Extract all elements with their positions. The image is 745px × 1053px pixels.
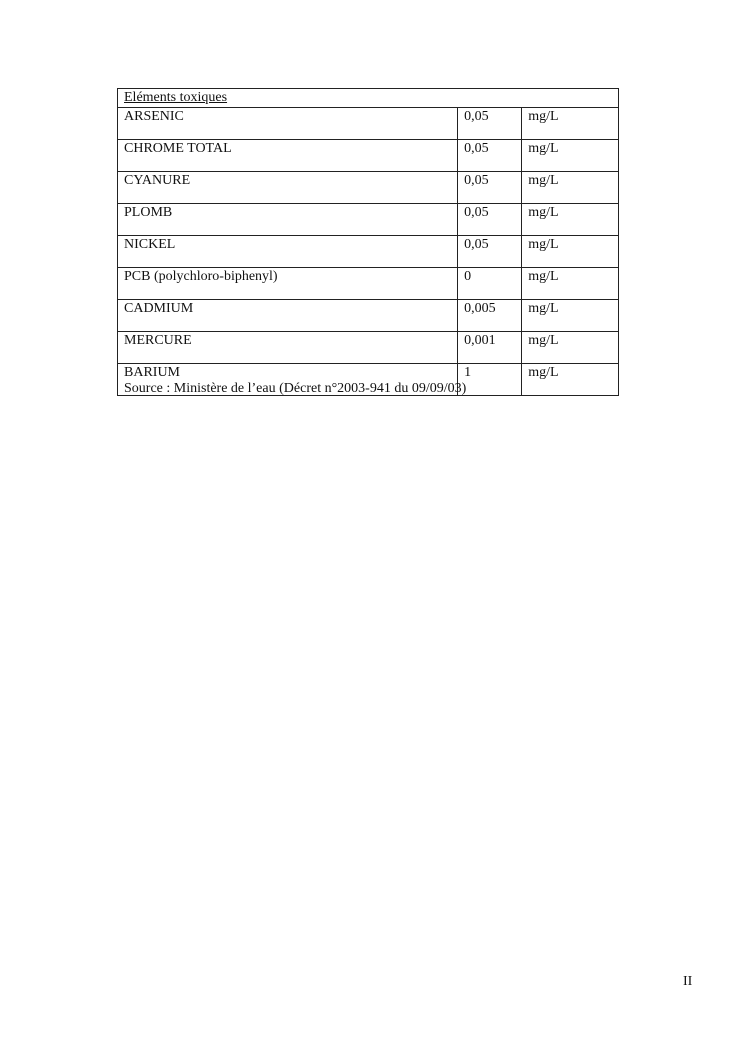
- element-name: PCB (polychloro-biphenyl): [118, 268, 458, 300]
- toxic-elements-table: [117, 88, 619, 396]
- element-name: NICKEL: [118, 236, 458, 268]
- table-row: [118, 140, 619, 172]
- table-row: [118, 268, 619, 300]
- source-note: Source : Ministère de l’eau (Décret n°2003-941 du 09/09/03): [124, 381, 467, 396]
- element-name: CHROME TOTAL: [118, 140, 458, 172]
- element-value: 0: [458, 268, 522, 300]
- element-unit: mg/L: [522, 140, 619, 172]
- element-name: CADMIUM: [118, 300, 458, 332]
- element-value: 0,001: [458, 332, 522, 364]
- table-row: [118, 236, 619, 268]
- table-row: [118, 204, 619, 236]
- element-value: 0,05: [458, 172, 522, 204]
- element-name: CYANURE: [118, 172, 458, 204]
- element-name: BARIUM: [118, 364, 458, 396]
- element-value: 0,05: [458, 140, 522, 172]
- element-unit: mg/L: [522, 172, 619, 204]
- table-row: [118, 332, 619, 364]
- element-unit: mg/L: [522, 268, 619, 300]
- table-heading: Eléments toxiques: [124, 90, 228, 105]
- table-heading-row: [118, 89, 619, 108]
- table-row: [118, 300, 619, 332]
- element-value: 0,05: [458, 204, 522, 236]
- element-unit: mg/L: [522, 300, 619, 332]
- element-value: 0,005: [458, 300, 522, 332]
- element-unit: mg/L: [522, 108, 619, 140]
- table-row: [118, 108, 619, 140]
- table-heading-cell: [118, 89, 619, 108]
- page-number: II: [683, 974, 693, 989]
- element-name: ARSENIC: [118, 108, 458, 140]
- element-name: MERCURE: [118, 332, 458, 364]
- element-value: 0,05: [458, 108, 522, 140]
- element-unit: mg/L: [522, 236, 619, 268]
- element-unit: mg/L: [522, 364, 619, 396]
- element-value: 0,05: [458, 236, 522, 268]
- table-row: [118, 172, 619, 204]
- element-name: PLOMB: [118, 204, 458, 236]
- element-value: 1: [458, 364, 522, 396]
- element-unit: mg/L: [522, 332, 619, 364]
- element-unit: mg/L: [522, 204, 619, 236]
